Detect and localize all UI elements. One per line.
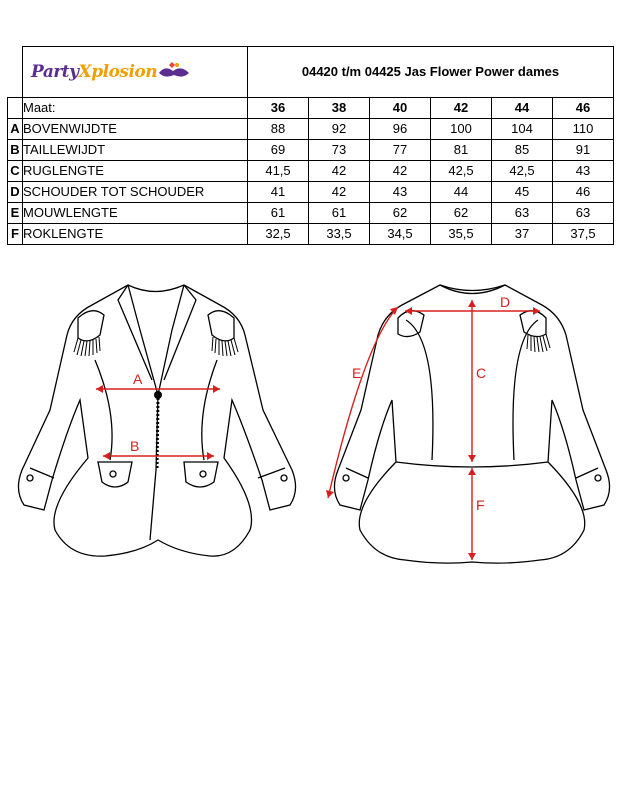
maat-label: Maat: [23,98,248,119]
size-header: 38 [309,98,370,119]
table-cell: 32,5 [248,224,309,245]
row-label: RUGLENGTE [23,161,248,182]
logo-text-party: Party [31,62,79,82]
table-cell: 61 [248,203,309,224]
table-cell: 42 [309,161,370,182]
table-row [8,161,614,182]
logo-text-xplosion: Xplosion [78,62,158,82]
table-cell: 62 [370,203,431,224]
table-cell: 91 [553,140,614,161]
table-cell: 45 [492,182,553,203]
table-cell: 73 [309,140,370,161]
row-label: TAILLEWIJDT [23,140,248,161]
table-cell: 42,5 [492,161,553,182]
size-header-row [8,98,614,119]
table-header-row [8,47,614,98]
row-letter: F [8,224,23,245]
measurement-e [326,307,398,498]
table-row [8,140,614,161]
table-cell: 34,5 [370,224,431,245]
table-cell: 42 [370,161,431,182]
row-label: BOVENWIJDTE [23,119,248,140]
row-label: MOUWLENGTE [23,203,248,224]
measurement-c [468,300,476,462]
table-cell: 110 [553,119,614,140]
button-dot [154,391,162,399]
row-letter: E [8,203,23,224]
table-row [8,203,614,224]
table-cell: 63 [553,203,614,224]
table-row [8,119,614,140]
table-cell: 69 [248,140,309,161]
table-cell: 43 [370,182,431,203]
size-header: 42 [431,98,492,119]
table-cell: 77 [370,140,431,161]
brand-logo-cell [23,47,248,98]
table-cell: 96 [370,119,431,140]
table-cell: 35,5 [431,224,492,245]
table-cell: 61 [309,203,370,224]
table-cell: 104 [492,119,553,140]
size-header: 46 [553,98,614,119]
product-title: 04420 t/m 04425 Jas Flower Power dames [248,47,614,98]
row-letter: B [8,140,23,161]
table-cell: 46 [553,182,614,203]
size-header: 36 [248,98,309,119]
row-label: SCHOUDER TOT SCHOUDER [23,182,248,203]
table-cell: 63 [492,203,553,224]
measurement-c-label: C [476,365,487,381]
size-header: 44 [492,98,553,119]
table-cell: 42 [309,182,370,203]
measurement-d-label: D [500,294,511,310]
size-table [7,46,614,245]
table-cell: 81 [431,140,492,161]
table-row [8,224,614,245]
table-cell: 37,5 [553,224,614,245]
table-cell: 41 [248,182,309,203]
jacket-measurement-diagram [0,270,634,570]
size-header: 40 [370,98,431,119]
partyxplosion-logo [23,61,247,83]
mask-icon [157,61,191,83]
front-jacket-sketch [18,285,295,556]
table-cell: 33,5 [309,224,370,245]
table-cell: 43 [553,161,614,182]
front-fringe [74,337,238,356]
table-cell: 85 [492,140,553,161]
measurement-b-label: B [130,438,140,454]
measurement-e-label: E [352,365,362,381]
table-cell: 100 [431,119,492,140]
measurement-a-label: A [133,371,143,387]
table-cell: 37 [492,224,553,245]
row-label: ROKLENGTE [23,224,248,245]
table-cell: 41,5 [248,161,309,182]
row-letter: D [8,182,23,203]
table-cell: 44 [431,182,492,203]
table-row [8,182,614,203]
table-cell: 88 [248,119,309,140]
row-letter: C [8,161,23,182]
table-cell: 42,5 [431,161,492,182]
table-cell: 92 [309,119,370,140]
measurement-f-label: F [476,497,485,513]
row-letter: A [8,119,23,140]
table-cell: 62 [431,203,492,224]
measurement-f [468,468,476,560]
